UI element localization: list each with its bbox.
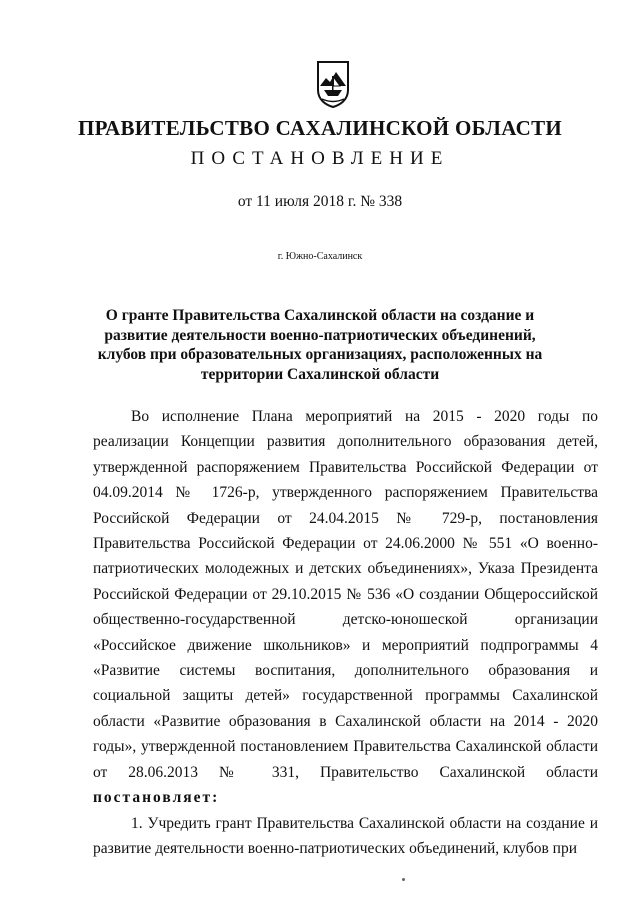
- document-type: ПОСТАНОВЛЕНИЕ: [190, 148, 450, 169]
- item-1-paragraph: 1. Учредить грант Правительства Сахалинской области на создание и развитие деятельности военно-патриотических объединений, клубов при: [93, 814, 598, 857]
- document-subject: О гранте Правительства Сахалинской области на создание и развитие деятельности военно-патриотических объединений, клубов при образовательных организациях, расположенных на территории Сахалинской области: [97, 307, 543, 383]
- document-date-number: от 11 июля 2018 г. № 338: [237, 193, 403, 210]
- preamble-paragraph: [93, 404, 598, 811]
- preamble-text: Во исполнение Плана мероприятий на 2015 - 2020 годы по реализации Концепции развития дополнительного образования детей, утвержденной распоряжением Правительства Российской Федерации от 04.09.2014 № 1726-р, утвержденного распоряжением Правительства Российской Федерации от 24.04.2015 № 729-р, постановления Правительства Российской Федерации от 24.06.2000 № 551 «О военно-патриотических молодежных и детских объединениях», Указа Президента Российской Федерации от 29.10.2015 № 536 «О создании Общероссийской общественно-государственной детско-юношеской организации «Российское движение школьников» и мероприятий подпрограммы 4 «Развитие системы воспитания, дополнительного образования и социальной защиты детей» государственной программы Сахалинской области «Развитие образования в Сахалинской области на 2014 - 2020 годы», утвержденной постановлением Правительства Сахалинской области от 28.06.2013 № 331, Правительство Сахалинской области: [93, 408, 598, 781]
- scan-mark: [402, 878, 405, 881]
- resolves-word: постановляет:: [93, 789, 220, 807]
- document-city: г. Южно-Сахалинск: [277, 251, 363, 262]
- coat-of-arms-icon: [316, 60, 350, 108]
- government-title: ПРАВИТЕЛЬСТВО САХАЛИНСКОЙ ОБЛАСТИ: [77, 116, 563, 140]
- document-body: [93, 404, 598, 861]
